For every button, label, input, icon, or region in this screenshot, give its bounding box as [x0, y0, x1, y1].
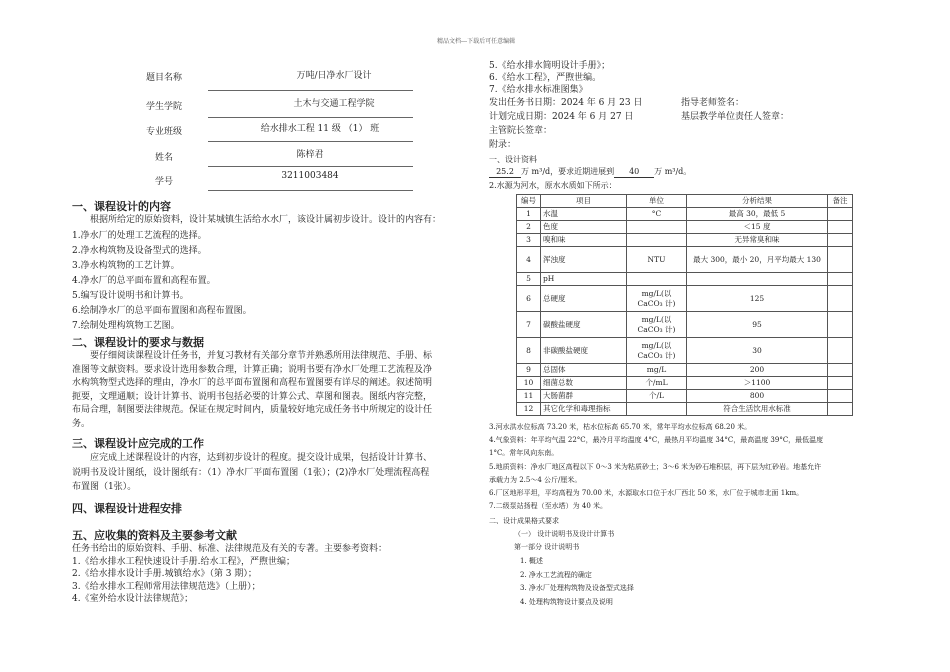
plan-date-row — [489, 111, 633, 124]
table-row — [517, 247, 853, 273]
table-row — [517, 403, 853, 416]
table-cell: 9 — [517, 364, 541, 377]
table-cell: 7 — [517, 312, 541, 338]
table-cell: 3 — [517, 234, 541, 247]
info-label: 题目名称 — [145, 73, 182, 83]
info-value: 给水排水工程 11 级 （1） 班 — [260, 124, 380, 134]
table-row — [517, 234, 853, 247]
table-cell: 125 — [687, 286, 828, 312]
table-row — [517, 390, 853, 403]
part-one-title: 第一部分 设计说明书 — [514, 543, 580, 551]
issue-date-row — [489, 97, 642, 110]
table-cell — [828, 208, 853, 221]
list-item: 7.绘制处理构筑物工艺图。 — [72, 321, 180, 331]
list-item: 3.《给水排水工程师常用法律规范选》（上册）； — [72, 581, 261, 592]
info-label: 学号 — [154, 177, 173, 187]
part-one-items — [520, 555, 634, 609]
table-cell: 200 — [687, 364, 828, 377]
table-cell: 符合生活饮用水标准 — [687, 403, 828, 416]
list-item: 7.《给水排水标准图集》 — [489, 85, 588, 95]
section-title: 一、课程设计的内容 — [72, 200, 171, 213]
list-item: 1.《给水排水工程快速设计手册.给水工程》，严煦世编； — [72, 556, 295, 567]
table-cell: 95 — [687, 312, 828, 338]
text-line: 要仔细阅读课程设计任务书，并复习教材有关部分章节并熟悉所用法律规范、手册、标 — [90, 351, 433, 361]
reference-list-continued — [489, 60, 610, 96]
list-item: 3. 净水厂处理构筑物及设备型式选择 — [520, 584, 634, 592]
text-line: 水构筑物型式选择的理由，净水厂的总平面布置图和高程布置图要有详尽的阐述。叙述简明 — [72, 378, 433, 389]
list-item: 4. 处理构筑物设计要点及说明 — [520, 597, 613, 606]
capacity-future: 40 — [614, 166, 654, 178]
issue-date: 2024 年 6 月 23 日 — [561, 98, 643, 108]
capacity-unit: 万 m³/d。 — [654, 167, 692, 176]
list-item: 4.净水厂的总平面布置和高程布置。 — [72, 276, 216, 286]
table-cell: 水温 — [541, 208, 627, 221]
table-cell: 800 — [687, 390, 828, 403]
paragraph — [72, 350, 432, 432]
table-cell — [627, 221, 687, 234]
table-cell: 非碳酸盐硬度 — [541, 338, 627, 364]
table-cell: 细菌总数 — [541, 377, 627, 390]
text-line: 布局合理，制图要法律规范。保证在规定时间内，质量较好地完成任务书中所规定的设计任 — [72, 405, 433, 416]
table-header-row — [517, 195, 853, 208]
info-value: 陈梓君 — [296, 150, 324, 160]
list-item: 6.《给水工程》，严煦世编。 — [489, 73, 602, 83]
plan-date: 2024 年 6 月 27 日 — [552, 112, 634, 122]
list-item: 3.净水构筑物的工艺计算。 — [72, 261, 180, 271]
table-cell: 30 — [687, 338, 828, 364]
note-line: 6.厂区地形平坦，平均高程为 70.00 米，水源取水口位于水厂西北 50 米，水厂位于城市北面 1km。 — [489, 489, 804, 498]
table-cell: 碳酸盐硬度 — [541, 312, 627, 338]
table-cell: mg/L(以 CaCO₃ 计) — [627, 338, 687, 364]
note-line: 3.河水洪水位标高 73.20 米，枯水位标高 65.70 米，常年平均水位标高 68.20 米。 — [489, 423, 752, 431]
table-row — [517, 312, 853, 338]
table-row — [517, 221, 853, 234]
table-cell — [828, 377, 853, 390]
table-cell: pH — [541, 273, 627, 286]
info-value: 土木与交通工程学院 — [293, 99, 375, 109]
text-line: 扼要，文理通顺；设计计算书、说明书包括必要的计算公式、草图和图表。图纸内容完整， — [72, 391, 433, 402]
table-cell — [828, 286, 853, 312]
list-item: 6.绘制净水厂的总平面布置图和高程布置图。 — [72, 306, 252, 316]
list-item: 2.净水构筑物及设备型式的选择。 — [72, 246, 207, 256]
content-list — [72, 229, 252, 334]
note-line: 1°C。常年风向东南。 — [489, 449, 559, 458]
table-cell: mg/L — [627, 364, 687, 377]
table-cell — [627, 234, 687, 247]
plan-date-label: 计划完成日期： — [489, 112, 553, 122]
list-item: 5.编写设计说明书和计算书。 — [72, 291, 189, 301]
section-title: 四、课程设计进程安排 — [72, 502, 182, 515]
table-cell — [687, 273, 828, 286]
water-quality-title: 2.水源为河水，原水水质如下所示： — [489, 181, 617, 190]
text-line: 应完成上述课程设计的内容，达到初步设计的程度。提交设计成果，包括设计计算书、 — [90, 453, 433, 463]
table-cell: 8 — [517, 338, 541, 364]
table-row — [517, 286, 853, 312]
table-cell: 个/L — [627, 390, 687, 403]
table-row — [517, 377, 853, 390]
table-row — [517, 273, 853, 286]
table-cell: 色度 — [541, 221, 627, 234]
table-cell: 浑浊度 — [541, 247, 627, 273]
text-line: 任务书给出的原始资料、手册、标准、法律规范及有关的专著。主要参考资料： — [72, 544, 388, 554]
info-value: 3211003484 — [281, 171, 339, 181]
table-cell: 最大 300，最小 20，月平均最大 130 — [687, 247, 828, 273]
info-value: 万吨/日净水厂设计 — [296, 71, 372, 81]
note-line: 承载力为 2.5～4 公斤/厘米。 — [489, 475, 582, 484]
table-cell: mg/L(以 CaCO₃ 计) — [627, 286, 687, 312]
table-cell: 4 — [517, 247, 541, 273]
table-cell: 11 — [517, 390, 541, 403]
capacity-now: 25.2 — [489, 166, 521, 178]
unit-signature-label: 基层教学单位责任人签章： — [681, 112, 790, 122]
notes-list — [489, 421, 823, 513]
table-cell: 总固体 — [541, 364, 627, 377]
reference-list — [72, 543, 387, 606]
table-cell: 12 — [517, 403, 541, 416]
list-item: 1. 概述 — [520, 557, 543, 565]
table-cell — [828, 338, 853, 364]
table-header: 项目 — [541, 195, 627, 208]
table-cell — [828, 390, 853, 403]
table-cell: 嗅和味 — [541, 234, 627, 247]
table-cell: 最高 30，最低 5 — [687, 208, 828, 221]
paragraph: 根据所给定的原始资料，设计某城镇生活给水水厂，该设计属初步设计。设计的内容有： — [90, 215, 442, 225]
note-line: 4.气象资料：年平均气温 22°C，最冷月平均温度 4°C，最热月平均温度 34°C，最高温度 39°C，最低温度 — [489, 436, 824, 445]
table-cell — [828, 364, 853, 377]
table-cell — [828, 234, 853, 247]
table-cell — [828, 221, 853, 234]
text-line: 务。 — [72, 418, 91, 429]
list-item: 2. 净水工艺流程的确定 — [520, 570, 592, 579]
table-cell — [828, 273, 853, 286]
list-item: 1.净水厂的处理工艺流程的选择。 — [72, 231, 207, 241]
list-item: 2.《给水排水设计手册.城镇给水》（第 3 期）； — [72, 569, 257, 579]
table-header: 编号 — [517, 195, 541, 208]
requirements-title: 二、设计成果格式要求 — [489, 517, 559, 525]
table-cell: 无异常臭和味 — [687, 234, 828, 247]
table-cell: 个/mL — [627, 377, 687, 390]
table-cell: 总硬度 — [541, 286, 627, 312]
table-cell: 10 — [517, 377, 541, 390]
header-note: 精品文档---下载后可任意编辑 — [437, 38, 516, 45]
note-line: 5.地质资料：净水厂地区高程以下 0～3 米为粘质砂土；3～6 米为砂石堆积层，再下层为红砂岩。地基允许 — [489, 462, 822, 471]
table-cell: 6 — [517, 286, 541, 312]
table-row — [517, 364, 853, 377]
table-cell: ＞1100 — [687, 377, 828, 390]
water-quality-table — [516, 194, 853, 416]
appendix-label: 附录： — [489, 140, 517, 150]
issue-date-label: 发出任务书日期： — [489, 98, 562, 108]
table-row — [517, 208, 853, 221]
table-cell — [828, 312, 853, 338]
table-cell: 其它化学和毒理指标 — [541, 403, 627, 416]
table-header: 分析结果 — [687, 195, 828, 208]
design-data-title: 一、设计资料 — [489, 155, 537, 164]
text-line: 说明书及设计图纸，设计图纸有：（1）净水厂平面布置图（1张）；(2)净水厂处理流程高程 — [72, 467, 430, 478]
note-line: 7.二级泵站扬程（至水塔）为 40 米。 — [489, 502, 608, 511]
table-header: 单位 — [627, 195, 687, 208]
teacher-signature-label: 指导老师签名： — [681, 98, 745, 108]
requirements-subtitle: （一） 设计说明书及设计计算书 — [514, 530, 615, 538]
table-cell — [627, 403, 687, 416]
list-item: 5.《给水排水简明设计手册》； — [489, 61, 611, 71]
table-cell — [828, 247, 853, 273]
text-line: 布置图（1张）。 — [72, 482, 137, 492]
section-title: 三、课程设计应完成的工作 — [72, 437, 204, 450]
capacity-line — [489, 166, 691, 178]
section-title: 二、课程设计的要求与数据 — [72, 336, 204, 349]
table-header: 备注 — [828, 195, 853, 208]
table-cell: 大肠菌群 — [541, 390, 627, 403]
info-label: 学生学院 — [145, 102, 182, 112]
table-row — [517, 338, 853, 364]
info-label: 专业班级 — [145, 127, 182, 137]
table-cell: 1 — [517, 208, 541, 221]
dean-signature-label: 主管院长签章： — [489, 126, 553, 136]
table-cell: ＜15 度 — [687, 221, 828, 234]
table-cell: °C — [627, 208, 687, 221]
table-cell — [627, 273, 687, 286]
info-label: 姓名 — [154, 153, 173, 163]
table-cell: mg/L(以 CaCO₃ 计) — [627, 312, 687, 338]
table-cell — [828, 403, 853, 416]
list-item: 4.《室外给水设计法律规范》； — [72, 594, 194, 604]
text-line: 准图等文献资料。要求设计选用参数合理，计算正确；说明书要有净水厂处理工艺流程及净 — [72, 364, 433, 375]
paragraph — [72, 451, 432, 495]
table-cell: NTU — [627, 247, 687, 273]
table-cell: 5 — [517, 273, 541, 286]
capacity-text: 万 m³/d，要求近期进展到 — [521, 167, 615, 176]
table-cell: 2 — [517, 221, 541, 234]
section-title: 五、应收集的资料及主要参考文献 — [72, 529, 237, 542]
